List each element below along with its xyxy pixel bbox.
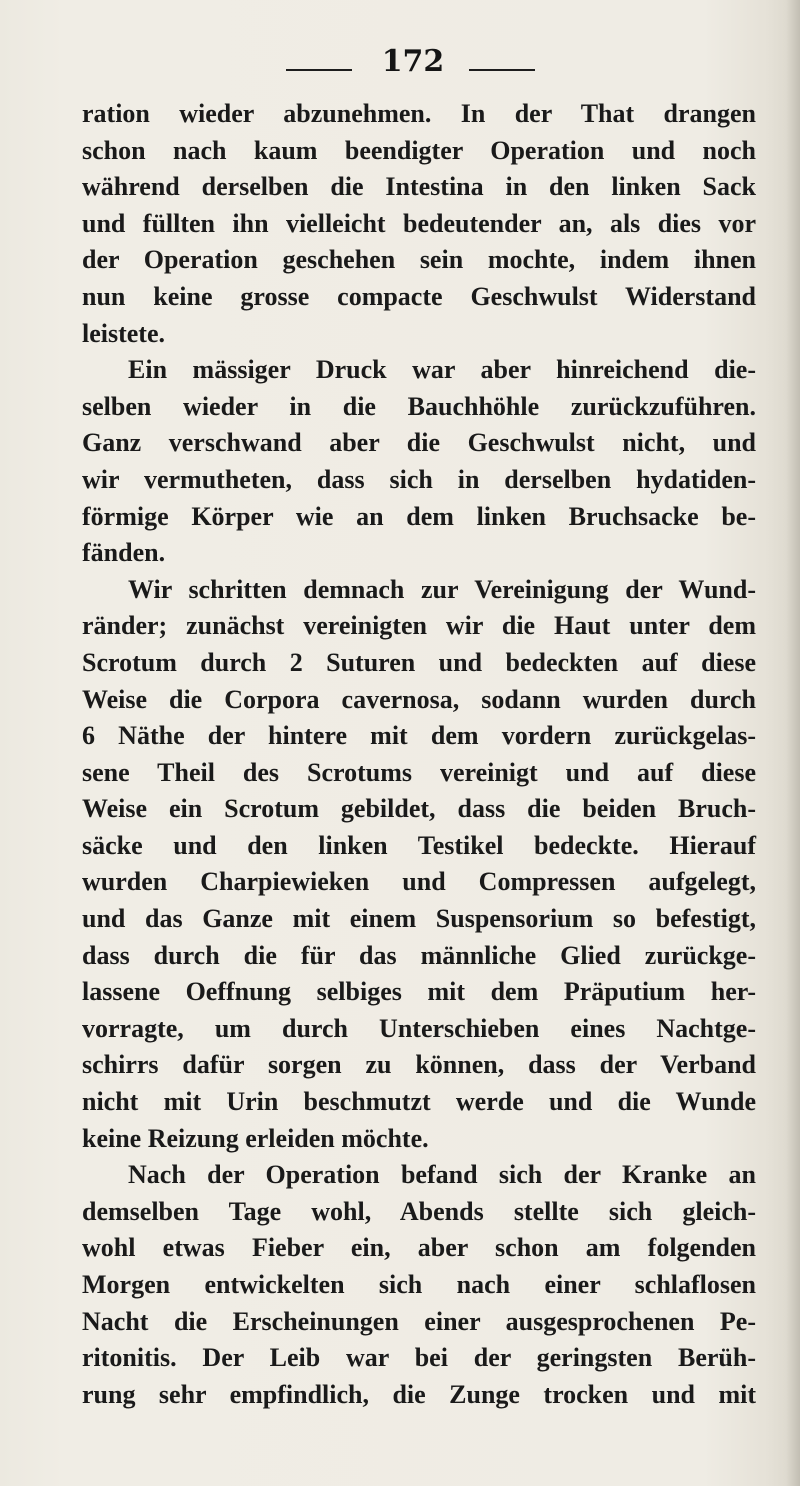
text-line: demselben Tage wohl, Abends stellte sich gleich- [82,1196,756,1226]
text-line: Weise ein Scrotum gebildet, dass die beiden Bruch- [82,794,756,824]
text-line: und füllten ihn vielleicht bedeutender an, als dies vor [82,208,756,238]
page-edge-shadow [786,0,800,1486]
text-line: nicht mit Urin beschmutzt werde und die Wunde [82,1087,756,1117]
page-header [0,43,800,83]
text-line: selben wieder in die Bauchhöhle zurückzuführen. [82,391,756,421]
text-line: säcke und den linken Testikel bedeckte. Hierauf [82,830,756,860]
text-line: Scrotum durch 2 Suturen und bedeckten auf diese [82,647,756,677]
page-number: 172 [381,44,445,79]
text-line: der Operation geschehen sein mochte, indem ihnen [82,245,756,275]
text-line: 6 Näthe der hintere mit dem vordern zurückgelas- [82,721,756,751]
text-line: leistete. [82,318,166,348]
text-line: keine Reizung erleiden möchte. [82,1123,429,1153]
text-line: fänden. [82,538,166,568]
text-line: rung sehr empfindlich, die Zunge trocken und mit [82,1379,756,1409]
body-text [82,96,756,1413]
text-line: Morgen entwickelten sich nach einer schlaflosen [82,1270,756,1299]
text-line: sene Theil des Scrotums vereinigt und auf diese [82,757,756,787]
text-line: Ganz verschwand aber die Geschwulst nicht, und [82,428,756,458]
text-line: förmige Körper wie an dem linken Bruchsacke be- [82,501,756,531]
text-line: Ein mässiger Druck war aber hinreichend die- [128,355,756,385]
text-line: wurden Charpiewieken und Compressen aufgelegt, [82,867,756,897]
text-line: nun keine grosse compacte Geschwulst Widerstand [82,281,756,311]
header-rule-left [286,69,352,71]
text-line: wir vermutheten, dass sich in derselben hydatiden- [82,464,756,494]
text-line: und das Ganze mit einem Suspensorium so befestigt, [82,904,756,934]
text-line: dass durch die für das männliche Glied zurückge- [82,940,756,970]
text-line: ration wieder abzunehmen. In der That drangen [82,99,756,128]
text-line: wohl etwas Fieber ein, aber schon am folgenden [82,1233,756,1263]
text-line: schirrs dafür sorgen zu können, dass der Verband [82,1050,756,1080]
text-line: Nacht die Erscheinungen einer ausgesprochenen Pe- [82,1306,756,1336]
text-line: Wir schritten demnach zur Vereinigung der Wund- [128,574,756,604]
header-rule-right [469,69,535,71]
text-line: während derselben die Intestina in den linken Sack [82,172,756,202]
text-line: vorragte, um durch Unterschieben eines Nachtge- [82,1013,756,1043]
text-line: lassene Oeffnung selbiges mit dem Präputium her- [82,977,756,1007]
text-line: ritonitis. Der Leib war bei der geringsten Berüh- [82,1343,756,1373]
text-line: Nach der Operation befand sich der Kranke an [128,1160,756,1190]
text-line: ränder; zunächst vereinigten wir die Haut unter dem [82,611,756,641]
text-line: Weise die Corpora cavernosa, sodann wurden durch [82,684,756,714]
text-line: schon nach kaum beendigter Operation und noch [82,135,756,165]
